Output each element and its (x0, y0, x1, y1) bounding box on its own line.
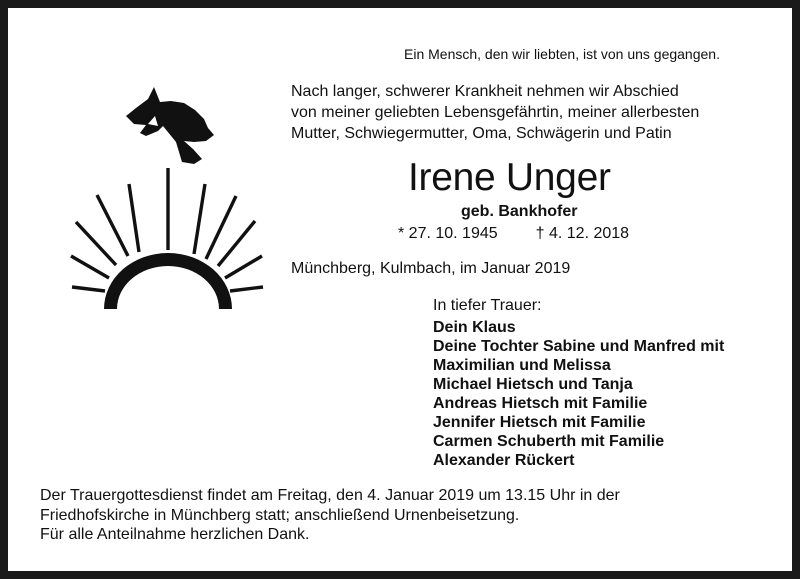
life-dates (398, 225, 629, 243)
thanks-line: Für alle Anteilnahme herzlichen Dank. (40, 526, 310, 543)
deceased-name: Irene Unger (408, 156, 611, 199)
intro-text (291, 81, 699, 144)
dove-icon (126, 87, 214, 164)
mourning-label: In tiefer Trauer: (433, 297, 542, 314)
intro-line: Mutter, Schwiegermutter, Oma, Schwägerin und Patin (291, 125, 672, 142)
place-and-date: Münchberg, Kulmbach, im Januar 2019 (291, 260, 571, 277)
mourner: Alexander Rückert (433, 452, 575, 469)
death-date: † 4. 12. 2018 (535, 225, 630, 242)
mourners-list (433, 318, 724, 470)
mourner: Andreas Hietsch mit Familie (433, 395, 648, 412)
intro-line: Nach langer, schwerer Krankheit nehmen wir Abschied (291, 83, 679, 100)
mourner: Maximilian und Melissa (433, 357, 611, 374)
mourner: Carmen Schuberth mit Familie (433, 433, 665, 450)
mourner: Michael Hietsch und Tanja (433, 376, 633, 393)
motto: Ein Mensch, den wir liebten, ist von uns gegangen. (404, 46, 720, 62)
mourner: Dein Klaus (433, 319, 516, 336)
service-notice (40, 486, 620, 526)
service-line: Der Trauergottesdienst findet am Freitag, den 4. Januar 2019 um 13.15 Uhr in der (40, 487, 620, 504)
mourner: Deine Tochter Sabine und Manfred mit (433, 338, 725, 355)
birth-date: * 27. 10. 1945 (398, 225, 498, 242)
intro-line: von meiner geliebten Lebensgefährtin, meiner allerbesten (291, 104, 700, 121)
birth-name: geb. Bankhofer (461, 203, 578, 220)
sun-half-disk (104, 253, 232, 309)
dove-over-rising-sun-icon (68, 83, 268, 318)
service-line: Friedhofskirche in Münchberg statt; anschließend Urnenbeisetzung. (40, 507, 520, 524)
mourner: Jennifer Hietsch mit Familie (433, 414, 646, 431)
